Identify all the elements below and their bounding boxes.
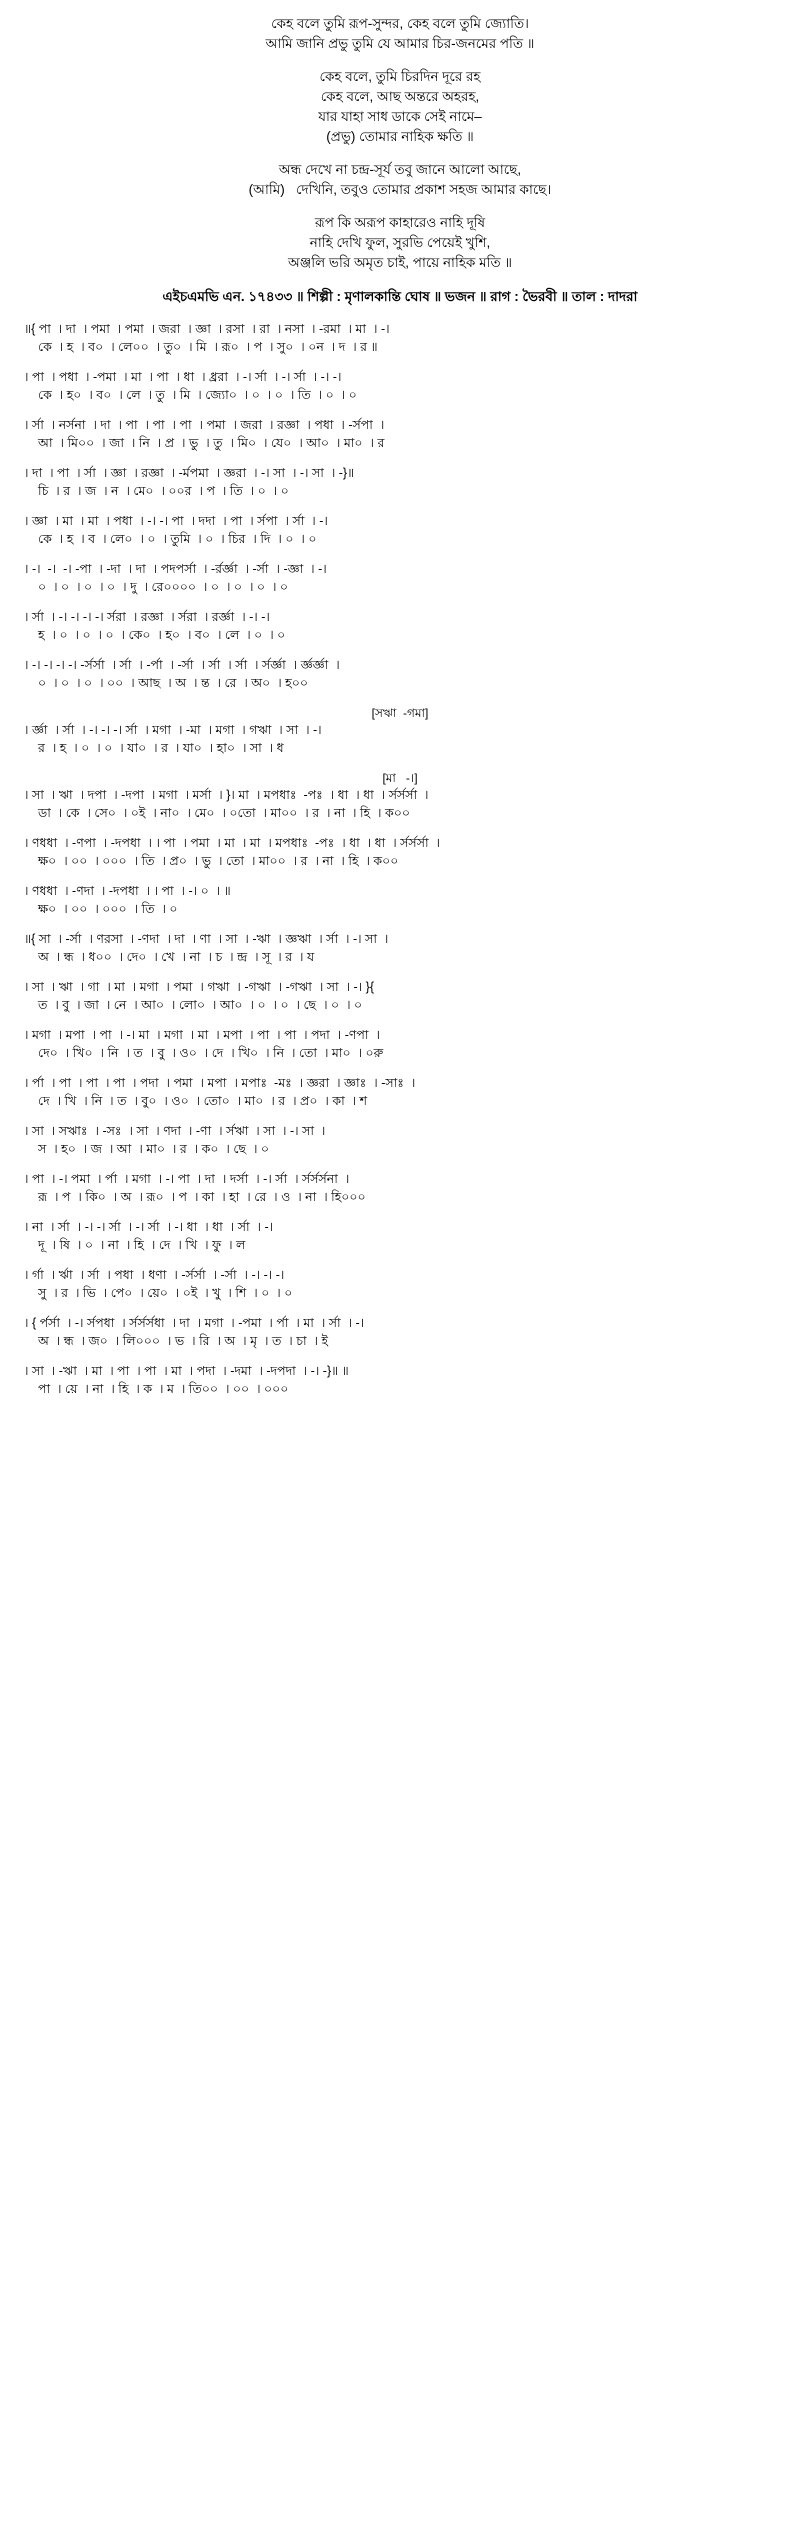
notation-lyric-row: ০ । ০ । ০ । ০০ । আছ । অ । ন্ত । রে । অ০ । হ০০	[38, 676, 308, 690]
notation-swar-row: । পা । পধা । -পমা । মা । পা । ধা । ধ্ররা । -। ‍র্সা । -। ‍র্সা । -। -।	[24, 370, 345, 384]
notation-line	[24, 609, 776, 644]
lyric-line: অঞ্জলি ভরি অমৃত চাই, পায়ে নাহিক মতি ॥	[288, 255, 512, 270]
notation-swar-row: ॥{ পা । দা । পমা । পমা । জরা । জ্ঞা । রসা । রা । নসা । -রমা । মা । -।	[24, 322, 394, 336]
notation-lyric-row: ক্ষ০ । ০০ । ০০০ । তি । ০	[38, 902, 178, 916]
notation-lyric-row: আ । মি০০ । জা । নি । প্র । ভু । তু । মি০ । যে০ । আ০ । মা০ । র	[38, 436, 385, 450]
lyric-line: রূপ কি অরূপ কাহারেও নাহি দূষি	[314, 215, 486, 230]
notation-line	[24, 321, 776, 356]
notation-line	[24, 513, 776, 548]
notation-line	[24, 770, 776, 822]
notation-line	[24, 657, 776, 692]
notation-swar-row: । ণধধা । -ণদা । -দপধা । । পা । -। ০ । ॥	[24, 884, 235, 898]
notation-swar-row: । সা । ঋা । দপা । -দপা । মগা । মর্সা । }। মা । মপধাঃ -পঃ । ধা । ধা । ‍র্সর্সর্সা ।	[24, 788, 432, 802]
lyric-line: (প্রভু) তোমার নাহিক ক্ষতি ॥	[326, 129, 474, 144]
notation-line	[24, 705, 776, 757]
notation-swar-row: ॥{ সা । -‍র্সা । ণরসা । -ণদা । দা । ণা । সা । -ঋা । জ্ঞঋা । ‍র্সা । -। সা ।	[24, 932, 392, 946]
notation-swar-row: । দা । পা । ‍র্সা । জ্ঞা । রজ্ঞা । -র্মপমা । জ্ঞরা । -। সা । -। সা । -}॥	[24, 466, 358, 480]
lyric-line: কেহ বলে তুমি রূপ-সুন্দর, কেহ বলে তুমি জ্যোতি।	[271, 16, 529, 31]
notation-line	[24, 931, 776, 966]
notation-swar-row: । ‍র্পা । পা । পা । পা । পদা । পমা । মপা । মপাঃ -মঃ । জ্ঞরা । জ্ঞাঃ । -সাঃ ।	[24, 1076, 419, 1090]
lyric-line: কেহ বলে, তুমি চিরদিন দূরে রহ	[319, 69, 481, 84]
lyric-line: নাহি দেখি ফুল, সুরভি পেয়েই খুশি,	[309, 235, 491, 250]
notation-lyric-row: ক্ষ০ । ০০ । ০০০ । তি । প্র০ । ভু । তো । মা০০ । র । না । হি । ক০০	[38, 854, 399, 868]
lyric-stanza	[0, 67, 800, 147]
notation-lyric-row: চি । র । জ । ন । মে০ । ০০র । প । তি । ০ । ০	[38, 484, 289, 498]
notation-lyric-row: অ । ন্ধ । জ০ । লি০০০ । ভ । রি । অ । মৃ । ত । চা । ই	[38, 1334, 328, 1348]
notation-lyric-row: ০ । ০ । ০ । ০ । দু । রে০০০০ । ০ । ০ । ০ । ০	[38, 580, 289, 594]
notation-lyric-row: রূ । প । কি০ । অ । রূ০ । প । কা । হা । রে । ও । না । হি০০০	[38, 1190, 366, 1204]
notation-line	[24, 979, 776, 1014]
notation-swar-row: । সা । -ঋা । মা । পা । পা । মা । পদা । -দমা । -দপদা । -। -}॥ ॥	[24, 1364, 353, 1378]
notation-line	[24, 1075, 776, 1110]
notation-line	[24, 1219, 776, 1254]
notation-lyric-row: পা । য়ে । না । হি । ক । ম । তি০০ । ০০ । ০০০	[38, 1382, 289, 1396]
notation-swar-row: । ণধধা । -ণপা । -দপধা । । পা । পমা । মা । মা । মপধাঃ -পঃ । ধা । ধা । ‍র্সর্সর্সা ।	[24, 836, 444, 850]
lyric-line: আমি জানি প্রভু তুমি যে আমার চির-জনমের পতি ॥	[265, 36, 535, 51]
notation-lyric-row: র । হ । ০ । ০ । যা০ । র । যা০ । হা০ । সা । ধ	[38, 741, 284, 755]
lyric-stanza	[0, 213, 800, 273]
notation-line	[24, 883, 776, 918]
lyric-line: অন্ধ দেখে না চন্দ্র-সূর্য তবু জানে আলো আছে,	[278, 162, 522, 177]
notation-lyric-row: দে০ । খি০ । নি । ত । বু । ও০ । দে । খি০ । নি । তো । মা০ । ০রু	[38, 1046, 384, 1060]
notation-swar-row: । সা । সঋাঃ । -সঃ । সা । ণদা । -ণা । ‍র্সঋা । সা । -। সা ।	[24, 1124, 329, 1138]
notation-lyric-row: কে । হ । ব । লে০ । ০ । তুমি । ০ । চির । দি । ০ । ০	[38, 532, 317, 546]
notation-line	[24, 1267, 776, 1302]
lyric-line: যার যাহা সাধ ডাকে সেই নামে–	[318, 109, 482, 124]
notation-lyric-row: সু । র । ভি । পে০ । য়ে০ । ০ই । খু । শি । ০ । ০	[38, 1286, 293, 1300]
notation-swar-row: । ‍র্সা । -। -। -। -। র্সরা । রজ্ঞা । ‍র্সরা । রর্জ্ঞা । -। -।	[24, 610, 274, 624]
notation-marker: [সঋা -গমা]	[371, 706, 429, 720]
notation-marker: [মা -।]	[382, 771, 418, 785]
notation-lyric-row: ডা । কে । সে০ । ০ই । না০ । মে০ । ০তো । মা০০ । র । না । হি । ক০০	[38, 806, 410, 820]
notation-swar-row: । ‍র্জ্ঞা । ‍র্সা । -। -। -। র্সা । মগা । -মা । মগা । গঋা । সা । -।	[24, 723, 326, 737]
notation-line	[24, 561, 776, 596]
notation-lyric-row: কে । হ০ । ব০ । লে । তু । মি । জ্যো০ । ০ । ০ । তি । ০ । ০	[38, 388, 357, 402]
notation-line	[24, 1171, 776, 1206]
notation-line	[24, 417, 776, 452]
notation-swar-row: । ‍র্সা । নর্সনা । দা । পা । পা । পা । পমা । জরা । রজ্ঞা । পধা । -‍র্সপা ।	[24, 418, 388, 432]
notation-line	[24, 465, 776, 500]
notation-lyric-row: দূ । ষি । ০ । না । হি । দে । খি । ফু । ল	[38, 1238, 246, 1252]
notation-swar-row: । জ্ঞা । মা । মা । পধা । -। -। পা । দদা । পা । র্সপা । ‍র্সা । -।	[24, 514, 332, 528]
notation-line	[24, 369, 776, 404]
notation-line	[24, 1315, 776, 1350]
notation-lyric-row: হ । ০ । ০ । ০ । কে০ । হ০ । ব০ । লে । ০ । ০	[38, 628, 286, 642]
notation-swar-row: । না । ‍র্সা । -। -। ‍র্সা । -। ‍র্সা । -। ধা । ধা । ‍র্সা । -।	[24, 1220, 277, 1234]
notation-line	[24, 1123, 776, 1158]
notation-swar-row: । পা । -। পমা । ‍র্পা । মগা । -। পা । দা । দর্সা । -। ‍র্সা । ‍র্সর্সর্সনা ।	[24, 1172, 353, 1186]
notation-lyric-row: ত । বু । জা । নে । আ০ । লো০ । আ০ । ০ । ০ । ছে । ০ । ০	[38, 998, 363, 1012]
notation-swar-row: । ‍র্গা । ‍র্ঋা । ‍র্সা । পধা । ধণা । -‍র্সর্সা । -‍র্সা । -। -। -।	[24, 1268, 288, 1282]
notation-swar-row: । -। -। -। -। -র্সর্সা । ‍র্সা । -র্পা । -‍র্সা । ‍র্সা । ‍র্সা । ‍র্সর্জ্ঞা । র্জ্ঞর্জ্ঞা ।	[24, 658, 344, 672]
notation-lyric-row: দে । খি । নি । ত । বু০ । ও০ । তো০ । মা০ । র । প্র০ । কা । শ	[38, 1094, 368, 1108]
notation-line	[24, 1363, 776, 1398]
notation-section	[0, 321, 800, 1435]
lyric-line: (আমি) দেখিনি, তবুও তোমার প্রকাশ সহজ আমার কাছে।	[248, 182, 552, 197]
lyric-line: কেহ বলে, আছ অন্তরে অহরহ,	[320, 89, 480, 104]
notation-lyric-row: অ । ন্ধ । ধ০০ । দে০ । খে । না । চ । ন্দ্র । সূ । র । য	[38, 950, 315, 964]
notation-swar-row: । { র্পর্সা । -। ‍র্সপধা । ‍র্সর্সর্সধা । দা । মগা । -পমা । ‍র্পা । মা । ‍র্সা । -।	[24, 1316, 368, 1330]
lyric-stanza	[0, 14, 800, 54]
notation-line	[24, 1027, 776, 1062]
notation-swar-row: । সা । ঋা । গা । মা । মগা । পমা । গঋা । -গঋা । -গঋা । সা । -। }{	[24, 980, 378, 994]
lyric-stanza	[0, 160, 800, 200]
record-credit-line: এইচএমভি এন. ১৭৪৩৩ ॥ শিল্পী : মৃণালকান্তি ঘোষ ॥ ভজন ॥ রাগ : ভৈরবী ॥ তাল : দাদরা	[162, 289, 638, 304]
lyrics-section	[0, 0, 800, 273]
notation-lyric-row: কে । হ । ব০ । লে০০ । তু০ । মি । রূ০ । প । সু০ । ০ন । দ । র ॥	[38, 340, 378, 354]
notation-line	[24, 835, 776, 870]
notation-swar-row: । -। -। -। -পা । -দা । দা । পদপর্সা । -র্রর্জ্ঞা । -‍র্সা । -জ্ঞা । -।	[24, 562, 331, 576]
notation-swar-row: । মগা । মপা । পা । -। মা । মগা । মা । মপা । পা । পা । পদা । -ণপা ।	[24, 1028, 384, 1042]
notation-lyric-row: স । হ০ । জ । আ । মা০ । র । ক০ । ছে । ০	[38, 1142, 270, 1156]
